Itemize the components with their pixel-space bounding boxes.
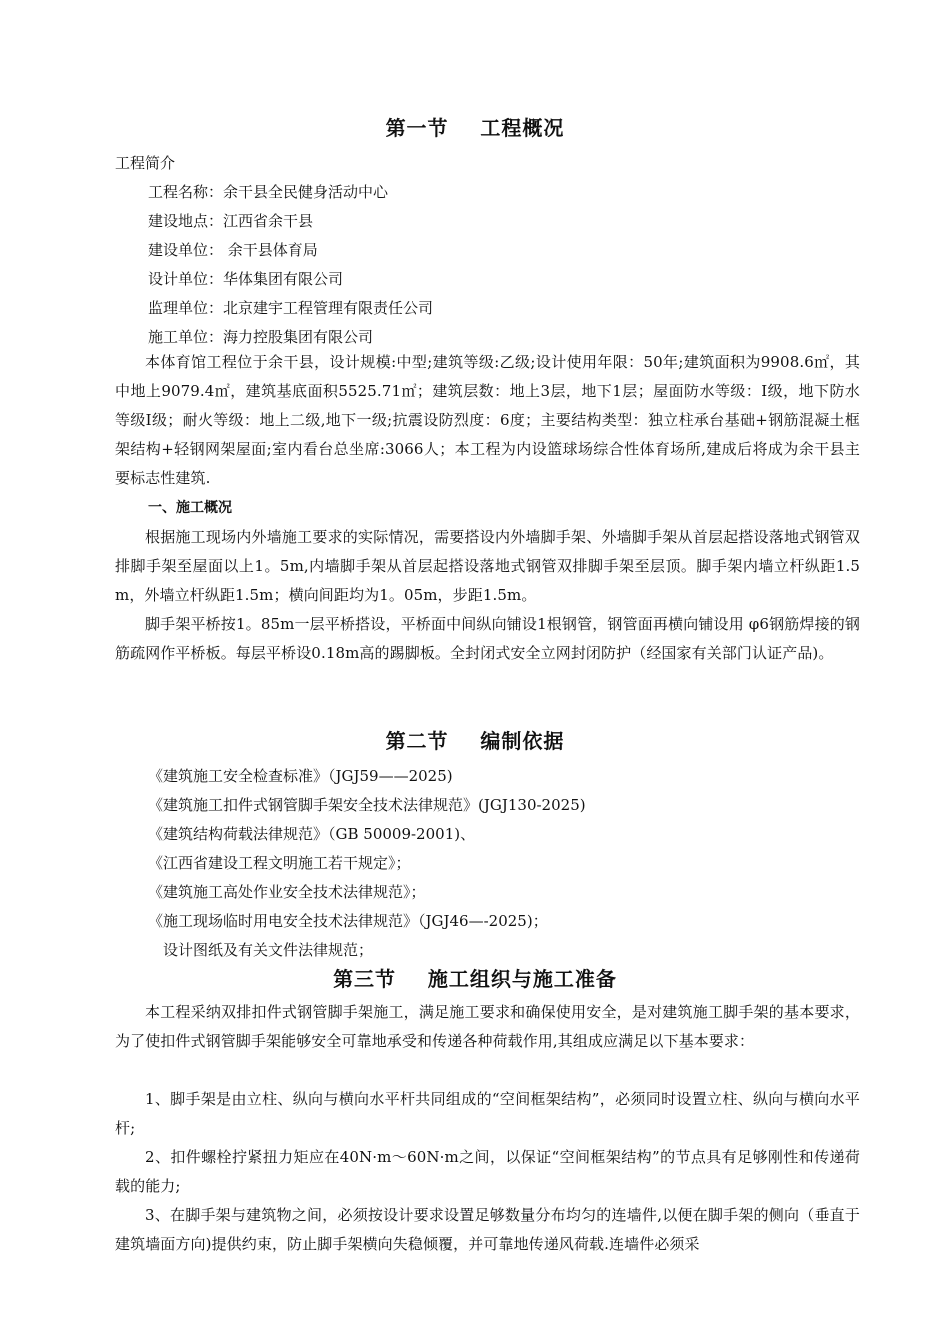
- requirement-item: 2、扣件螺栓拧紧扭力矩应在40N·m～60N·m之间，以保证“空间框架结构”的节点具有足够刚性和传递荷载的能力;: [115, 1148, 860, 1195]
- info-designer: 设计单位：华体集团有限公司: [148, 270, 344, 288]
- requirement-item: 3、在脚手架与建筑物之间，必须按设计要求设置足够数量分布均匀的连墙件,以便在脚手架的侧向（垂直于建筑墙面方向)提供约束，防止脚手架横向失稳倾覆，并可靠地传递风荷载.连墙件必须采: [115, 1206, 860, 1253]
- construction-overview-heading: 一、施工概况: [148, 500, 232, 516]
- info-supervisor: 监理单位：北京建宇工程管理有限责任公司: [148, 299, 434, 317]
- section1-heading: 第一节 工程概况: [385, 116, 565, 140]
- reference-item: 《建筑施工安全检查标准》（JGJ59——2025): [148, 767, 453, 785]
- intro-label: 工程简介: [115, 154, 176, 172]
- info-contractor: 施工单位：海力控股集团有限公司: [148, 328, 374, 346]
- section3-heading: 第三节 施工组织与施工准备: [333, 967, 617, 991]
- reference-item: 设计图纸及有关文件法律规范；: [163, 941, 374, 959]
- requirements-intro-paragraph: 本工程采纳双排扣件式钢管脚手架施工，满足施工要求和确保使用安全，是对建筑施工脚手架的基本要求，为了使扣件式钢管脚手架能够安全可靠地承受和传递各种荷载作用,其组成应满足以下基本要求：: [115, 1003, 860, 1050]
- info-location: 建设地点：江西省余干县: [148, 212, 314, 230]
- requirement-item: 1、脚手架是由立柱、纵向与横向水平杆共同组成的“空间框架结构”，必须同时设置立柱、纵向与横向水平杆;: [115, 1090, 860, 1137]
- overview-paragraph: 本体育馆工程位于余干县，设计规模:中型;建筑等级:乙级;设计使用年限：50年;建筑面积为9908.6㎡，其中地上9079.4㎡，建筑基底面积5525.71㎡；建筑层数：地上3层，地下1层；屋面防水等级：Ⅰ级，地下防水等级Ⅰ级；耐火等级：地上二级,地下一级;抗震设防烈度：6度；主要结构类型：独立柱承台基础+钢筋混凝土框架结构+轻钢网架屋面;室内看台总坐席:3066人；本工程为内设篮球场综合性体育场所,建成后将成为余干县主要标志性建筑.: [115, 353, 860, 487]
- section2-heading: 第二节 编制依据: [385, 729, 565, 753]
- reference-item: 《建筑施工扣件式钢管脚手架安全技术法律规范》(JGJ130-2025): [148, 796, 586, 814]
- reference-item: 《江西省建设工程文明施工若干规定》；: [148, 854, 411, 872]
- scaffold-paragraph: 根据施工现场内外墙施工要求的实际情况，需要搭设内外墙脚手架、外墙脚手架从首层起搭设落地式钢管双排脚手架至屋面以上1。5m,内墙脚手架从首层起搭设落地式钢管双排脚手架至层顶。脚手架内墙立杆纵距1.5m，外墙立杆纵距1.5m；横向间距均为1。05m，步距1.5m。: [115, 528, 860, 604]
- info-owner: 建设单位： 余干县体育局: [148, 241, 318, 259]
- reference-item: 《建筑结构荷载法律规范》（GB 50009-2001)、: [148, 825, 476, 843]
- reference-item: 《施工现场临时用电安全技术法律规范》（JGJ46—-2025)；: [148, 912, 548, 930]
- info-project-name: 工程名称：余干县全民健身活动中心: [148, 183, 389, 201]
- platform-paragraph: 脚手架平桥按1。85m一层平桥搭设，平桥面中间纵向铺设1根钢管，钢管面再横向铺设用 φ6钢筋焊接的钢筋疏网作平桥板。每层平桥设0.18m高的踢脚板。全封闭式安全立网封闭防护（经国家有关部门认证产品)。: [115, 615, 860, 662]
- reference-item: 《建筑施工高处作业安全技术法律规范》；: [148, 883, 426, 901]
